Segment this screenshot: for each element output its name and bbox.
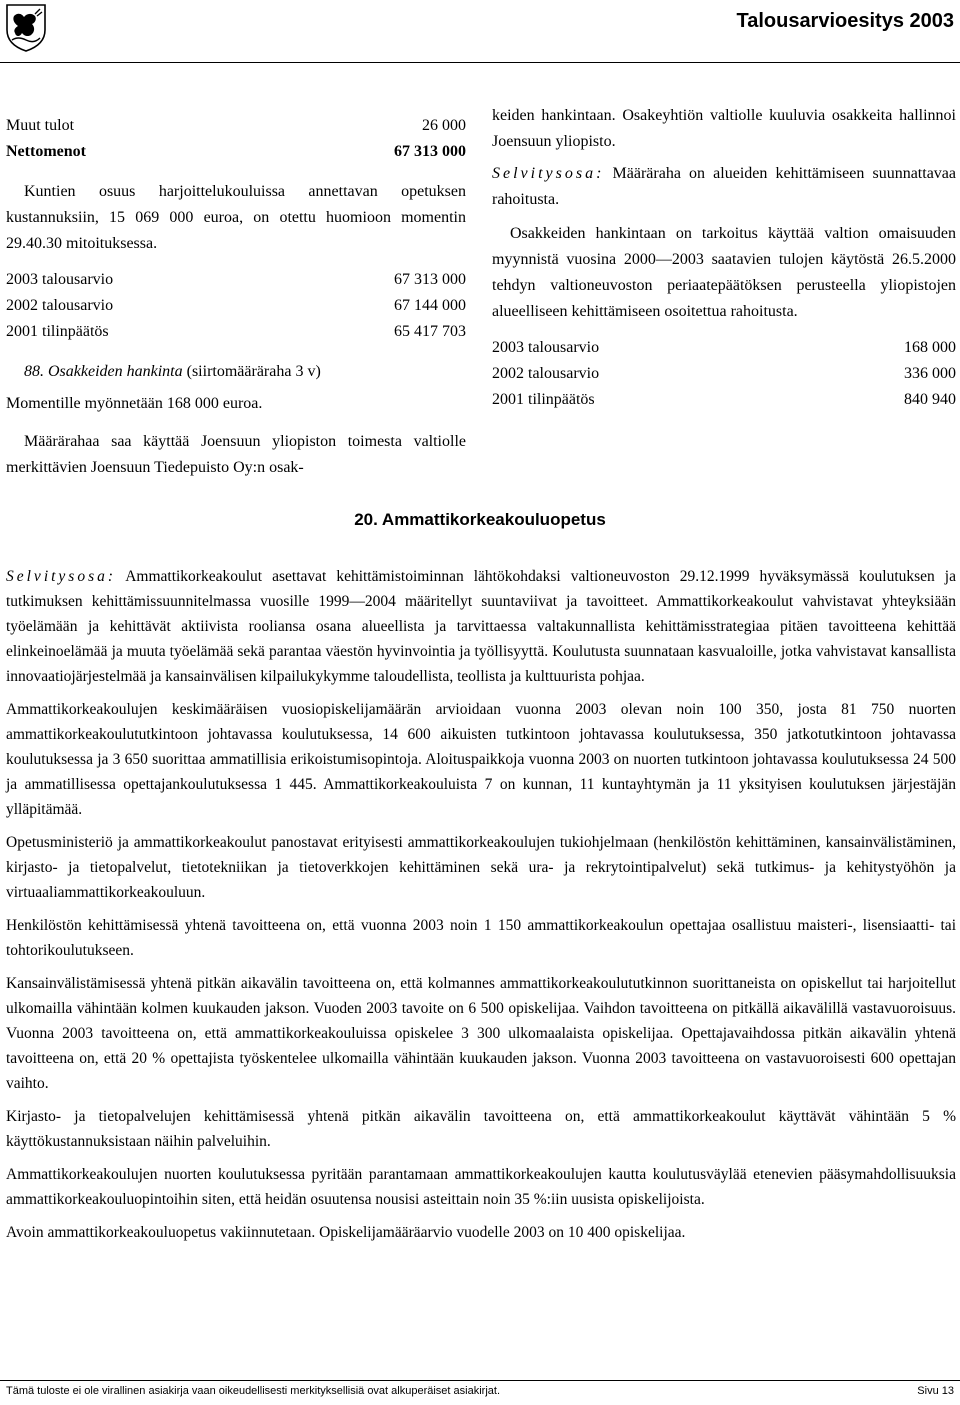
item-suffix: (siirtomääräraha 3 v) <box>186 363 321 380</box>
left-column <box>6 113 466 481</box>
budget-label: 2002 talousarvio <box>492 365 600 382</box>
summary-row <box>6 139 466 165</box>
selvitysosa-label: Selvitysosa: <box>6 568 117 585</box>
paragraph-text: Ammattikorkeakoulut asettavat kehittämistoiminnan lähtökohdaksi valtioneuvoston 29.12.1999 hyväksymässä koulutuksen ja tutkimuksen kehittämissuunnitelmassa vuosille 1999—2004 määritellyt suuntaviivat ja tavoitteet. Ammattikorkeakoulut vahvistavat yhteyksiään työelämään ja kehittävät aktiivista rooliansa osana alueellista ja tarvittaessa valtakunnallista kehittämisstrategiaa pitäen tavoitteena kehittää elinkeinoelämää ja muuta työelämää sekä parantaa väestön hyvinvointia ja työllisyyttä. Koulutusta suunnataan kasvualoille, jotka vahvistavat kansallista innovaatiojärjestelmää ja kansainvälisen kilpailukykymme taloudellista, teollista ja kulttuurista pohjaa. <box>6 568 956 685</box>
right-column <box>492 103 956 413</box>
paragraph <box>6 564 956 689</box>
selvitysosa-text: Määräraha on alueiden kehittämiseen suunnattavaa rahoitusta. <box>492 165 957 208</box>
summary-label: Muut tulot <box>6 117 75 134</box>
selvitysosa-paragraph <box>492 161 956 213</box>
budget-value: 840 940 <box>904 391 956 408</box>
paragraph: Henkilöstön kehittämisessä yhtenä tavoitteena on, että vuonna 2003 noin 1 150 ammattikorkeakoulun opettajaa osallistuu maisteri-, lisensiaatti- tai tohtorikoulutukseen. <box>6 917 956 959</box>
document-title: Talousarvioesitys 2003 <box>736 10 954 32</box>
paragraph: Avoin ammattikorkeakouluopetus vakiinnutetaan. Opiskelijamääräarvio vuodelle 2003 on 10 400 opiskelijaa. <box>6 1224 686 1241</box>
footer <box>6 1385 954 1397</box>
paragraph: Määrärahaa saa käyttää Joensuun yliopiston toimesta valtiolle merkittävien Joensuun Tiedepuisto Oy:n osak- <box>6 433 466 476</box>
item-heading <box>6 359 466 385</box>
header-divider <box>0 62 960 63</box>
summary-row <box>6 113 466 139</box>
budget-row <box>6 293 466 319</box>
budget-label: 2003 talousarvio <box>6 271 114 288</box>
budget-label: 2002 talousarvio <box>6 297 114 314</box>
footer-notice: Tämä tuloste ei ole virallinen asiakirja vaan oikeudellisesti merkityksellisiä ovat alkuperäiset asiakirjat. <box>6 1385 500 1397</box>
summary-label: Nettomenot <box>6 143 86 160</box>
budget-value: 336 000 <box>904 365 956 382</box>
paragraph: Kirjasto- ja tietopalvelujen kehittämisessä yhtenä pitkän aikavälin tavoitteena on, että ammattikorkeakoulut käyttävät vähintään 5 % käyttökustannuksistaan näihin palveluihin. <box>6 1108 956 1150</box>
paragraph: Osakkeiden hankintaan on tarkoitus käyttää valtion omaisuuden myynnistä vuosina 2000—2003 saatavien tulojen käytöstä 26.5.2000 tehdyn valtioneuvoston periaatepäätöksen perusteella yliopistojen alueelliseen kehittämiseen osoitettua rahoitusta. <box>492 225 956 320</box>
item-number: 88. <box>24 363 44 380</box>
paragraph: Kuntien osuus harjoittelukouluissa annettavan opetuksen kustannuksiin, 15 069 000 euroa, on otettu huomioon momentin 29.40.30 mitoituksessa. <box>6 183 466 252</box>
budget-value: 67 144 000 <box>394 297 466 314</box>
selvitysosa-label: Selvitysosa: <box>492 165 605 182</box>
paragraph: Opetusministeriö ja ammattikorkeakoulut panostavat erityisesti ammattikorkeakoulujen tukiohjelmaan (henkilöstön kehittäminen, kansainvälistäminen, kirjasto- ja tietopalvelut, tietotekniikan ja tietoverkkojen kehittäminen sekä ura- ja rekrytointipalvelut) sekä tutkimus- ja kehitystyöhön ja virtuaaliammattikorkeakouluun. <box>6 834 956 901</box>
item-name: Osakkeiden hankinta <box>48 363 183 380</box>
paragraph: keiden hankintaan. Osakeyhtiön valtiolle kuuluvia osakkeita hallinnoi Joensuun yliopisto. <box>492 107 956 150</box>
budget-label: 2001 tilinpäätös <box>492 391 595 408</box>
budget-label: 2003 talousarvio <box>492 339 600 356</box>
summary-value: 67 313 000 <box>394 143 466 160</box>
section-heading: 20. Ammattikorkeakouluopetus <box>354 510 606 529</box>
budget-row <box>492 387 956 413</box>
paragraph: Kansainvälistämisessä yhtenä pitkän aikavälin tavoitteena on, että kolmannes ammattikorkeakoulututkinnon suorittaneista on opiskellut tai harjoitellut ulkomailla vähintään kolmen kuukauden jakson. Vuoden 2003 tavoite on 6 500 opiskelijaa. Vaihdon tavoitteena on pitkällä aikavälillä vastavuoroisuus. Vuonna 2003 tavoitteena on, että ammattikorkeakouluissa opiskelee 3 300 ulkomaalaista opiskelijaa. Opettajavaihdossa pitkän aikavälin yhtenä tavoitteena on, että 20 % opettajista työskentelee ulkomailla vähintään kuukauden jakson. Vuonna 2003 tavoitteena on vastavuoroisesti 600 opettajan vaihto. <box>6 975 956 1092</box>
section-body <box>6 564 956 1253</box>
page-number: Sivu 13 <box>917 1385 954 1397</box>
finnish-lion-crest-icon <box>4 2 48 52</box>
budget-row <box>6 267 466 293</box>
budget-value: 168 000 <box>904 339 956 356</box>
budget-label: 2001 tilinpäätös <box>6 323 109 340</box>
paragraph: Ammattikorkeakoulujen keskimääräisen vuosiopiskelijamäärän arvioidaan vuonna 2003 olevan noin 100 350, josta 81 750 nuorten ammattikorkeakoulututkintoon johtavassa koulutuksessa, 14 600 aikuisten tutkintoon johtavassa koulutuksessa, 350 jatkotutkintoon johtavassa koulutuksessa ja 3 650 suorittaa ammatillisia erikoistumisopintoja. Aloituspaikkoja vuonna 2003 on nuorten tutkintoon johtavassa koulutuksessa 24 500 ja ammatillisessa opettajankoulutuksessa 1 445. Ammattikorkeakouluista 7 on kunnan, 11 kuntayhtymän ja 11 yksityisen koulutuksen järjestäjän ylläpitämää. <box>6 701 956 818</box>
paragraph: Ammattikorkeakoulujen nuorten koulutuksessa pyritään parantamaan ammattikorkeakoulujen kautta koulutusväylää etenevien pääsymahdollisuuksia ammattikorkeakouluopintoihin siten, että heidän osuutensa nousisi asteittain noin 35 %:iin uusista opiskelijoista. <box>6 1166 956 1208</box>
footer-divider <box>0 1380 960 1381</box>
budget-row <box>492 361 956 387</box>
summary-value: 26 000 <box>422 117 466 134</box>
budget-row <box>6 319 466 345</box>
budget-value: 67 313 000 <box>394 271 466 288</box>
budget-value: 65 417 703 <box>394 323 466 340</box>
paragraph: Momentille myönnetään 168 000 euroa. <box>6 395 263 412</box>
budget-row <box>492 335 956 361</box>
